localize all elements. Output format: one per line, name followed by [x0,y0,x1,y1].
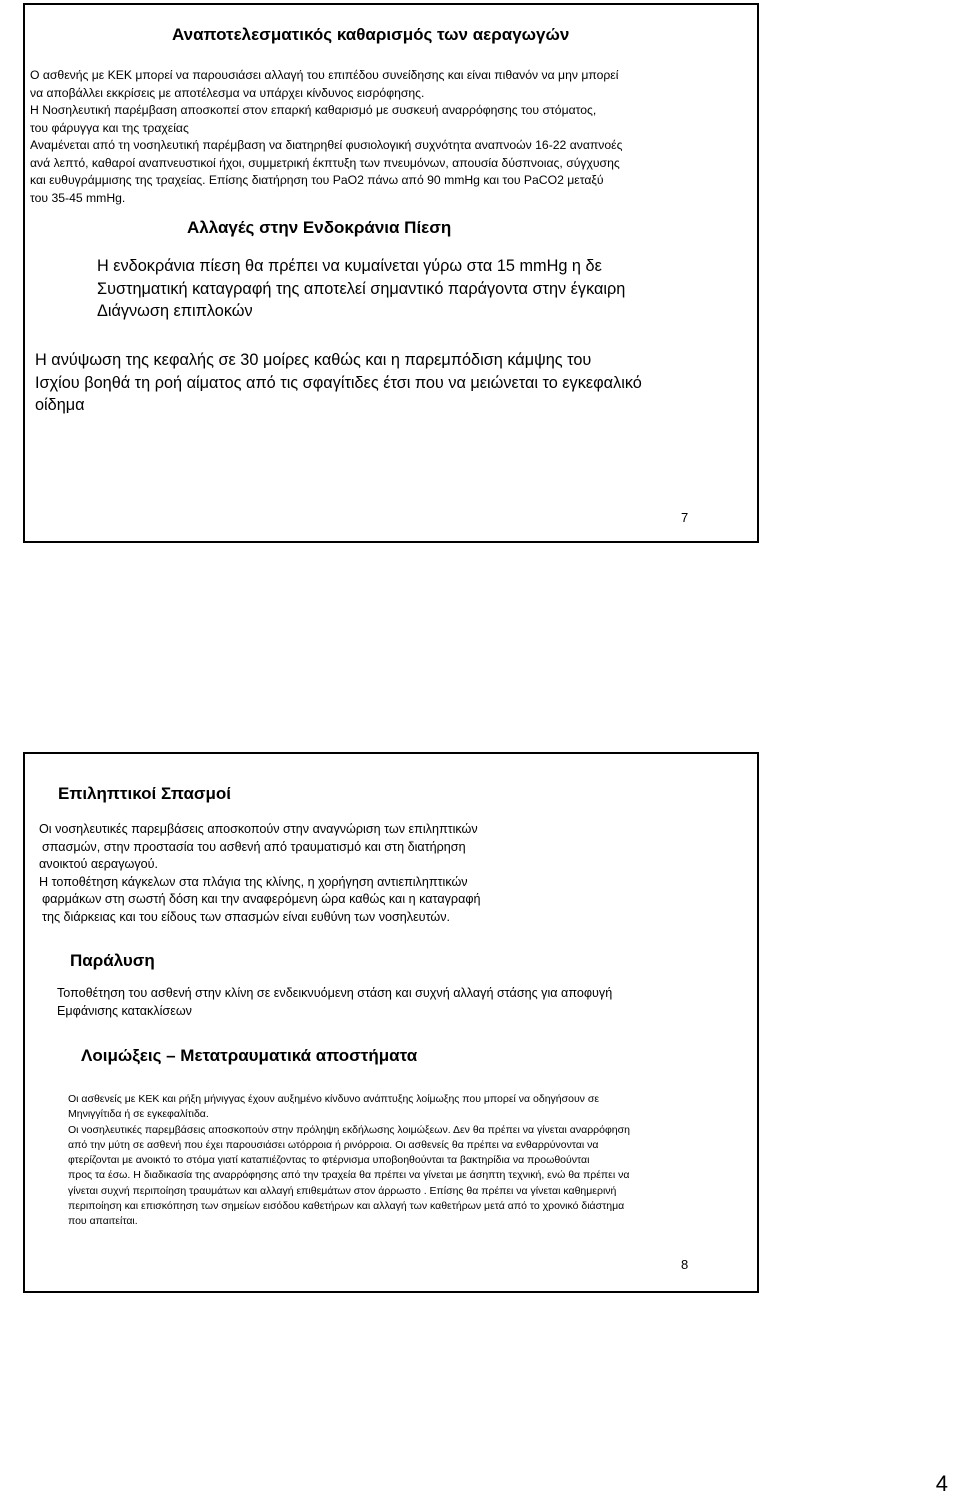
text-line: ανοικτού αεραγωγού. [39,857,159,871]
text-line: να αποβάλλει εκκρίσεις με αποτέλεσμα να υπάρχει κίνδυνος εισρόφησης. [30,85,425,100]
slide-7 [23,3,759,543]
slide-8-page-number: 8 [681,1257,689,1272]
text-line: Ισχίου βοηθά τη ροή αίματος από τις σφαγίτιδες έτσι που να μειώνεται το εγκεφαλικό [35,373,642,392]
text-line: του φάρυγγα και της τραχείας [30,120,189,135]
text-line: Συστηματική καταγραφή της αποτελεί σημαντικό παράγοντα στην έγκαιρη [97,279,626,298]
text-line: Η τοποθέτηση κάγκελων στα πλάγια της κλίνης, η χορήγηση αντιεπιληπτικών [39,874,468,889]
slide-7-paragraph-1 [30,67,622,207]
text-line: σπασμών, στην προστασία του ασθενή από τραυματισμό και στη διατήρηση [42,839,466,854]
section-infections-text [68,1092,630,1230]
text-line: της διάρκειας και του είδους των σπασμών είναι ευθύνη των νοσηλευτών. [42,909,450,924]
text-line: Οι νοσηλευτικές παρεμβάσεις αποσκοπούν στην πρόληψη εκδήλωσης λοιμώξεων. Δεν θα πρέπει να γίνεται αναρρόφηση [68,1123,630,1136]
text-line: φαρμάκων στη σωστή δόση και την αναφερόμενη ώρα καθώς και η καταγραφή [42,892,481,906]
text-line: του 35-45 mmHg. [30,190,126,205]
document-page-number: 4 [935,1471,948,1496]
slide-7-title: Αναποτελεσματικός καθαρισμός των αεραγωγών [172,25,570,44]
text-line: Εμφάνισης κατακλίσεων [57,1003,192,1018]
section-paralysis-title: Παράλυση [70,951,155,970]
slide-7-paragraph-2 [97,255,625,323]
text-line: Μηνιγγίτιδα ή σε εγκεφαλίτιδα. [68,1108,209,1121]
section-seizures-text [39,821,481,926]
section-infections-title: Λοιμώξεις – Μετατραυματικά αποστήματα [81,1046,418,1065]
text-line: Η ανύψωση της κεφαλής σε 30 μοίρες καθώς και η παρεμπόδιση κάμψης του [35,351,592,369]
section-seizures-title: Επιληπτικοί Σπασμοί [58,784,232,803]
text-line: Η Νοσηλευτική παρέμβαση αποσκοπεί στον επαρκή καθαρισμό με συσκευή αναρρόφησης του στόματος, [30,103,597,117]
slide-7-page-number: 7 [681,510,689,525]
text-line: Τοποθέτηση του ασθενή στην κλίνη σε ενδεικνυόμενη στάση και συχνή αλλαγή στάσης για αποφυγή [57,986,613,1000]
text-line: και ευθυγράμμισης της τραχείας. Επίσης διατήρηση του PaO2 πάνω από 90 mmHg και του PaCO2 μεταξύ [30,173,604,187]
slide-8 [23,752,759,1293]
slide-7-subtitle: Αλλαγές στην Ενδοκράνια Πίεση [187,218,452,237]
text-line: Οι νοσηλευτικές παρεμβάσεις αποσκοπούν στην αναγνώριση των επιληπτικών [39,822,478,836]
text-line: Ο ασθενής με ΚΕΚ μπορεί να παρουσιάσει αλλαγή του επιπέδου συνείδησης και είναι πιθανόν να μην μπορεί [30,68,619,82]
text-line: Οι ασθενείς με ΚΕΚ και ρήξη μήνιγγας έχουν αυξημένο κίνδυνο ανάπτυξης λοίμωξης που μπορεί να οδηγήσουν σε [68,1093,600,1105]
text-line: Η ενδοκράνια πίεση θα πρέπει να κυμαίνεται γύρω στα 15 mmHg η δε [97,257,602,275]
text-line: Διάγνωση επιπλοκών [97,302,253,320]
text-line: οίδημα [35,396,85,414]
text-line: γίνεται συχνή περιποίηση τραυμάτων και αλλαγή επιθεμάτων στον άρρωστο . Επίσης θα πρέπει να γίνεται καθημερινή [68,1184,617,1197]
text-line: περιποίηση και επισκόπηση των σημείων εισόδου καθετήρων και αλλαγή των καθετήρων μετά από το χρονικό διάστημα [68,1200,625,1213]
section-paralysis-text [57,985,612,1020]
text-line: προς τα έσω. Η διαδικασία της αναρρόφησης από την τραχεία θα πρέπει να γίνεται με άσηπτη τεχνική, ενώ θα πρέπει να [68,1169,630,1182]
text-line: φτερίζονται με ανοικτό το στόμα γιατί καταπιέζοντας το φτέρνισμα υποβοηθούνται τα βακτηρίδια να προωθούνται [68,1154,590,1167]
text-line: από την μύτη σε ασθενή που έχει παρουσιάσει ωτόρροια ή ρινόρροια. Οι ασθενείς θα πρέπει να ενθαρρύνονται να [68,1138,599,1151]
text-line: ανά λεπτό, καθαροί αναπνευστικοί ήχοι, συμμετρική έκπτυξη των πνευμόνων, απουσία δύσπνοιας, σύγχυσης [30,155,620,170]
text-line: που απαιτείται. [68,1215,138,1228]
text-line: Αναμένεται από τη νοσηλευτική παρέμβαση να διατηρηθεί φυσιολογική συχνότητα αναπνοών 16-22 αναπνοές [30,138,623,152]
slide-7-paragraph-3 [35,349,642,417]
